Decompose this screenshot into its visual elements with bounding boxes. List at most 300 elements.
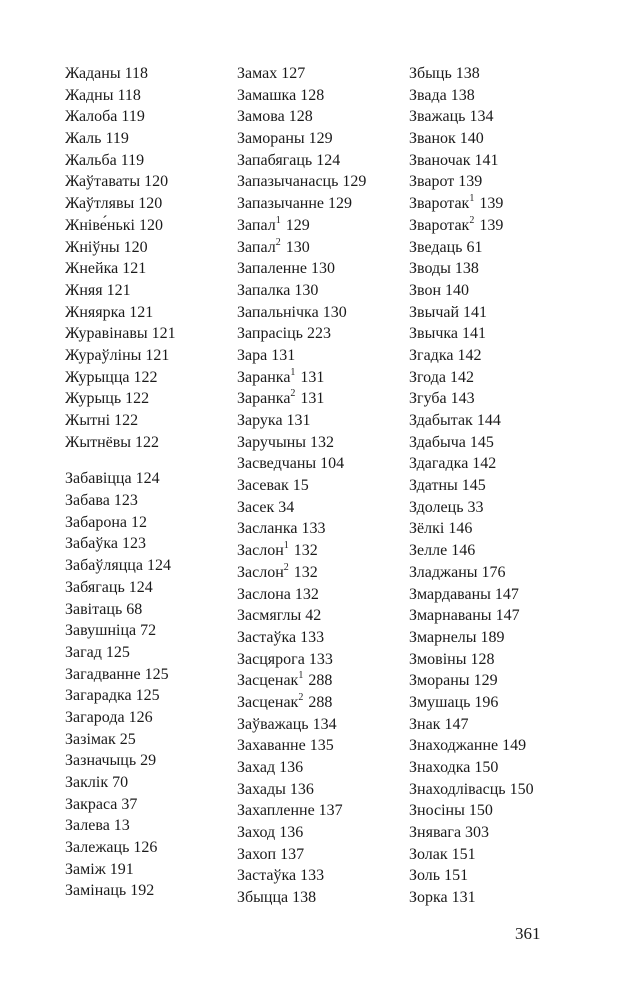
entry-word: Забаўка bbox=[65, 535, 118, 553]
entry-word: Жаўтаваты bbox=[65, 173, 141, 191]
entry-word: Звычай bbox=[409, 303, 460, 321]
index-entry bbox=[237, 649, 366, 671]
entry-page: 134 bbox=[312, 715, 337, 733]
entry-word: Зморaны bbox=[409, 672, 470, 690]
entry-page: 139 bbox=[479, 216, 504, 234]
entry-page: 142 bbox=[457, 346, 482, 364]
entry-page: 136 bbox=[279, 824, 304, 842]
entry-word: Жадны bbox=[65, 86, 114, 104]
entry-page: 121 bbox=[129, 303, 154, 321]
index-entry bbox=[409, 128, 534, 150]
entry-page: 137 bbox=[318, 802, 343, 820]
entry-page: 129 bbox=[308, 130, 333, 148]
index-entry bbox=[237, 518, 366, 540]
entry-word: Жураўліны bbox=[65, 346, 142, 364]
entry-word: Заранка bbox=[237, 368, 291, 386]
entry-word: Жаль bbox=[65, 130, 102, 148]
entry-word: Змовіны bbox=[409, 650, 467, 668]
entry-page: 223 bbox=[306, 325, 331, 343]
entry-word: Загарадка bbox=[65, 687, 132, 705]
entry-word: Захады bbox=[237, 780, 286, 798]
entry-word: Зёлкі bbox=[409, 520, 445, 538]
entry-page: 196 bbox=[474, 693, 499, 711]
entry-page: 118 bbox=[117, 86, 141, 104]
entry-page: 13 bbox=[113, 817, 130, 835]
index-entry bbox=[409, 822, 534, 844]
entry-page: 34 bbox=[278, 498, 295, 516]
entry-page: 192 bbox=[130, 882, 155, 900]
entry-word: Званочак bbox=[409, 151, 471, 169]
index-entry bbox=[237, 822, 366, 844]
entry-word: Зваротак bbox=[409, 195, 470, 213]
entry-page: 127 bbox=[281, 65, 306, 82]
entry-word: Заморaны bbox=[237, 130, 305, 148]
entry-page: 133 bbox=[300, 867, 325, 885]
index-entry bbox=[65, 512, 176, 534]
index-entry bbox=[409, 779, 534, 801]
entry-word: Знявага bbox=[409, 824, 462, 842]
index-entry bbox=[65, 729, 176, 751]
entry-page: 144 bbox=[476, 412, 501, 429]
homonym-index: 2 bbox=[283, 561, 289, 573]
entry-word: Звычка bbox=[409, 325, 458, 343]
index-entry bbox=[65, 345, 176, 367]
entry-word: Звада bbox=[409, 86, 447, 104]
index-entry bbox=[409, 887, 534, 909]
index-entry bbox=[409, 432, 534, 454]
entry-word: Зазначыць bbox=[65, 752, 137, 770]
index-entry bbox=[237, 432, 366, 454]
entry-word: Завітаць bbox=[65, 600, 123, 618]
entry-page: 124 bbox=[128, 578, 153, 596]
index-entry bbox=[237, 757, 366, 779]
entry-page: 134 bbox=[469, 108, 494, 126]
index-entry bbox=[409, 800, 534, 822]
entry-page: 147 bbox=[494, 585, 519, 603]
entry-page: 120 bbox=[144, 173, 169, 191]
index-entry bbox=[409, 367, 534, 389]
entry-page: 125 bbox=[144, 665, 169, 683]
entry-page: 150 bbox=[509, 780, 534, 798]
entry-word: Змарнелы bbox=[409, 628, 477, 646]
entry-word: Захаванне bbox=[237, 737, 306, 755]
entry-word: Знаходжанне bbox=[409, 737, 499, 755]
index-entry bbox=[409, 171, 534, 193]
entry-word: Засценак bbox=[237, 672, 299, 690]
entry-page: 125 bbox=[105, 643, 130, 661]
entry-word: Загадванне bbox=[65, 665, 141, 683]
entry-page: 142 bbox=[449, 368, 474, 386]
section-gap bbox=[65, 453, 176, 468]
entry-page: 288 bbox=[308, 693, 333, 711]
index-entry bbox=[409, 410, 534, 432]
entry-page: 151 bbox=[451, 845, 476, 863]
index-entry bbox=[65, 599, 176, 621]
index-entry bbox=[409, 323, 534, 345]
entry-word: Засведчаны bbox=[237, 455, 317, 473]
entry-page: 122 bbox=[135, 433, 160, 451]
index-entry bbox=[65, 685, 176, 707]
index-entry bbox=[237, 150, 366, 172]
entry-page: 126 bbox=[128, 708, 153, 726]
index-entry bbox=[65, 85, 176, 107]
homonym-index: 2 bbox=[298, 691, 304, 703]
entry-page: 146 bbox=[448, 520, 473, 538]
entry-page: 142 bbox=[472, 455, 497, 473]
entry-word: Жалоба bbox=[65, 108, 118, 126]
index-entry bbox=[65, 258, 176, 280]
index-entry bbox=[409, 193, 534, 215]
entry-word: Замашка bbox=[237, 86, 297, 104]
index-entry bbox=[65, 815, 176, 837]
entry-page: 128 bbox=[288, 108, 313, 126]
entry-word: Засек bbox=[237, 498, 275, 516]
index-entry bbox=[237, 865, 366, 887]
entry-word: Залежаць bbox=[65, 839, 130, 857]
entry-page: 141 bbox=[474, 151, 499, 169]
index-entry bbox=[65, 620, 176, 642]
index-entry bbox=[237, 735, 366, 757]
index-entry bbox=[237, 584, 366, 606]
index-entry bbox=[65, 664, 176, 686]
index-entry bbox=[237, 475, 366, 497]
entry-page: 124 bbox=[135, 470, 160, 488]
entry-page: 123 bbox=[113, 492, 138, 510]
index-entry bbox=[409, 649, 534, 671]
entry-word: Згадка bbox=[409, 346, 454, 364]
entry-page: 121 bbox=[106, 281, 131, 299]
index-entry bbox=[65, 367, 176, 389]
entry-page: 132 bbox=[294, 585, 319, 603]
entry-page: 150 bbox=[474, 759, 499, 776]
index-entry bbox=[65, 128, 176, 150]
index-entry bbox=[409, 63, 534, 85]
entry-word: Заслон bbox=[237, 542, 284, 560]
entry-word: Знаходлівасць bbox=[409, 780, 506, 798]
entry-page: 136 bbox=[289, 780, 314, 798]
homonym-index: 1 bbox=[290, 366, 296, 378]
entry-word: Застаўка bbox=[237, 628, 297, 646]
entry-word: Жніве́нькі bbox=[65, 216, 135, 234]
entry-word: Здабыча bbox=[409, 433, 466, 451]
entry-page: 15 bbox=[292, 477, 309, 495]
entry-page: 119 bbox=[121, 108, 145, 126]
index-entry bbox=[237, 887, 366, 909]
entry-word: Журыць bbox=[65, 390, 122, 408]
index-entry bbox=[65, 302, 176, 324]
entry-word: Заход bbox=[237, 824, 276, 842]
entry-word: Жытні bbox=[65, 412, 111, 429]
entry-page: 125 bbox=[135, 687, 160, 705]
entry-page: 120 bbox=[138, 216, 163, 234]
entry-page: 128 bbox=[470, 650, 495, 668]
index-entry bbox=[65, 432, 176, 454]
index-entry bbox=[409, 584, 534, 606]
entry-page: 131 bbox=[300, 390, 325, 408]
index-entry bbox=[409, 302, 534, 324]
index-entry bbox=[65, 555, 176, 577]
index-entry bbox=[237, 215, 366, 237]
index-entry bbox=[409, 540, 534, 562]
entry-word: Зазімак bbox=[65, 730, 116, 748]
homonym-index: 1 bbox=[298, 670, 304, 682]
index-entry bbox=[237, 237, 366, 259]
entry-page: 124 bbox=[146, 557, 171, 575]
index-entry bbox=[409, 453, 534, 475]
entry-word: Засценак bbox=[237, 693, 299, 711]
entry-page: 141 bbox=[462, 325, 486, 343]
entry-page: 123 bbox=[122, 535, 146, 553]
index-entry bbox=[237, 258, 366, 280]
index-entry bbox=[237, 800, 366, 822]
entry-page: 151 bbox=[444, 867, 469, 885]
entry-word: Зносіны bbox=[409, 802, 465, 820]
entry-word: Знак bbox=[409, 715, 441, 733]
entry-word: Запаленне bbox=[237, 260, 308, 278]
entry-page: 138 bbox=[450, 86, 475, 104]
entry-page: 131 bbox=[451, 889, 476, 907]
index-entry bbox=[409, 106, 534, 128]
index-entry bbox=[409, 627, 534, 649]
entry-word: Захапленне bbox=[237, 802, 315, 820]
entry-word: Зелле bbox=[409, 542, 448, 560]
entry-page: 133 bbox=[300, 628, 325, 646]
entry-page: 70 bbox=[112, 774, 129, 791]
entry-page: 191 bbox=[109, 860, 134, 878]
entry-word: Збыцца bbox=[237, 889, 289, 907]
entry-page: 288 bbox=[308, 672, 333, 690]
index-entry bbox=[409, 497, 534, 519]
index-entry bbox=[409, 237, 534, 259]
index-entry bbox=[65, 150, 176, 172]
entry-word: Жаўтлявы bbox=[65, 195, 135, 213]
index-entry bbox=[409, 844, 534, 866]
entry-page: 122 bbox=[125, 390, 150, 408]
entry-word: Замах bbox=[237, 65, 278, 82]
index-entry bbox=[65, 577, 176, 599]
entry-page: 129 bbox=[285, 216, 310, 234]
entry-word: Зводы bbox=[409, 260, 451, 278]
entry-word: Захад bbox=[237, 759, 276, 776]
entry-word: Жальба bbox=[65, 151, 117, 169]
entry-word: Змушаць bbox=[409, 693, 471, 711]
index-entry bbox=[237, 497, 366, 519]
entry-word: Жнейка bbox=[65, 260, 119, 278]
index-entry bbox=[65, 323, 176, 345]
entry-word: Знаходка bbox=[409, 759, 471, 776]
entry-word: Загад bbox=[65, 643, 102, 661]
entry-page: 121 bbox=[151, 325, 176, 343]
entry-page: 122 bbox=[114, 412, 139, 429]
entry-word: Здабытак bbox=[409, 412, 473, 429]
entry-page: 131 bbox=[300, 368, 325, 386]
entry-page: 130 bbox=[294, 281, 319, 299]
entry-word: Завушніца bbox=[65, 622, 137, 640]
entry-word: Забаўляцца bbox=[65, 557, 143, 575]
entry-word: Запазычанасць bbox=[237, 173, 339, 191]
entry-word: Згуба bbox=[409, 390, 447, 408]
entry-word: Запалка bbox=[237, 281, 291, 299]
entry-word: Жытнёвы bbox=[65, 433, 132, 451]
entry-page: 121 bbox=[145, 346, 170, 364]
entry-word: Запабягаць bbox=[237, 151, 313, 169]
entry-page: 12 bbox=[131, 513, 148, 531]
entry-word: Зорка bbox=[409, 889, 448, 907]
entry-page: 128 bbox=[300, 86, 325, 104]
entry-page: 120 bbox=[138, 195, 163, 213]
entry-word: Залева bbox=[65, 817, 110, 835]
index-entry bbox=[65, 388, 176, 410]
entry-page: 72 bbox=[140, 622, 157, 640]
index-entry bbox=[65, 794, 176, 816]
index-entry bbox=[409, 735, 534, 757]
index-column-3 bbox=[409, 63, 534, 909]
entry-page: 61 bbox=[466, 238, 483, 256]
index-entry bbox=[65, 280, 176, 302]
index-entry bbox=[237, 410, 366, 432]
entry-page: 147 bbox=[444, 715, 469, 733]
index-entry bbox=[409, 670, 534, 692]
index-entry bbox=[237, 367, 366, 389]
entry-word: Заміж bbox=[65, 860, 106, 878]
entry-word: Здагадка bbox=[409, 455, 469, 473]
entry-page: 138 bbox=[455, 65, 480, 82]
index-entry bbox=[409, 215, 534, 237]
entry-word: Забягаць bbox=[65, 578, 125, 596]
index-entry bbox=[409, 388, 534, 410]
entry-page: 33 bbox=[467, 498, 484, 516]
index-entry bbox=[65, 642, 176, 664]
entry-word: Жніўны bbox=[65, 238, 120, 256]
index-entry bbox=[237, 779, 366, 801]
entry-page: 176 bbox=[481, 563, 506, 581]
index-entry bbox=[65, 106, 176, 128]
entry-word: Забарона bbox=[65, 513, 128, 531]
entry-page: 149 bbox=[502, 737, 527, 755]
index-entry bbox=[237, 171, 366, 193]
index-entry bbox=[409, 865, 534, 887]
entry-page: 130 bbox=[311, 260, 336, 278]
entry-page: 141 bbox=[463, 303, 488, 321]
entry-word: Зарука bbox=[237, 412, 283, 429]
homonym-index: 1 bbox=[283, 540, 289, 552]
index-entry bbox=[409, 714, 534, 736]
entry-page: 135 bbox=[309, 737, 334, 755]
entry-word: Зварот bbox=[409, 173, 455, 191]
index-entry bbox=[65, 880, 176, 902]
homonym-index: 2 bbox=[290, 388, 296, 400]
entry-word: Журыцца bbox=[65, 368, 130, 386]
index-entry bbox=[409, 518, 534, 540]
entry-word: Загарода bbox=[65, 708, 125, 726]
entry-page: 131 bbox=[286, 412, 311, 429]
entry-word: Захоп bbox=[237, 845, 277, 863]
index-entry bbox=[409, 85, 534, 107]
entry-page: 140 bbox=[445, 281, 470, 299]
index-entry bbox=[237, 627, 366, 649]
entry-word: Зладжаны bbox=[409, 563, 478, 581]
entry-word: Запазычанне bbox=[237, 195, 325, 213]
index-entry bbox=[237, 85, 366, 107]
index-column-1 bbox=[65, 63, 176, 902]
entry-word: Згода bbox=[409, 368, 446, 386]
entry-page: 133 bbox=[301, 520, 326, 538]
entry-page: 133 bbox=[308, 650, 333, 668]
homonym-index: 1 bbox=[469, 193, 475, 205]
entry-page: 68 bbox=[126, 600, 143, 618]
entry-word: Забавіцца bbox=[65, 470, 132, 488]
index-entry bbox=[237, 63, 366, 85]
index-entry bbox=[65, 772, 176, 794]
entry-page: 132 bbox=[293, 542, 318, 560]
entry-page: 303 bbox=[465, 824, 490, 842]
entry-page: 136 bbox=[279, 759, 304, 776]
entry-page: 37 bbox=[121, 795, 138, 813]
entry-page: 145 bbox=[461, 477, 486, 495]
entry-page: 137 bbox=[280, 845, 305, 863]
index-entry bbox=[237, 345, 366, 367]
entry-page: 139 bbox=[479, 195, 504, 213]
index-entry bbox=[237, 605, 366, 627]
index-entry bbox=[65, 533, 176, 555]
entry-page: 138 bbox=[454, 260, 479, 278]
entry-word: Зведаць bbox=[409, 238, 463, 256]
index-column-2 bbox=[237, 63, 366, 909]
index-entry bbox=[237, 670, 366, 692]
entry-page: 25 bbox=[119, 730, 136, 748]
entry-word: Звон bbox=[409, 281, 442, 299]
index-entry bbox=[237, 388, 366, 410]
index-entry bbox=[65, 490, 176, 512]
entry-page: 189 bbox=[480, 628, 505, 646]
entry-page: 119 bbox=[120, 151, 145, 169]
entry-page: 140 bbox=[459, 130, 484, 148]
index-entry bbox=[409, 280, 534, 302]
entry-word: Змардаваны bbox=[409, 585, 491, 603]
entry-word: Засевак bbox=[237, 477, 289, 495]
entry-page: 130 bbox=[285, 238, 310, 256]
entry-word: Жаданы bbox=[65, 65, 121, 82]
entry-page: 146 bbox=[451, 542, 476, 560]
entry-page: 122 bbox=[133, 368, 158, 386]
entry-word: Засцярога bbox=[237, 650, 305, 668]
entry-word: Жняярка bbox=[65, 303, 126, 321]
entry-word: Золь bbox=[409, 867, 441, 885]
entry-page: 42 bbox=[305, 607, 322, 625]
index-entry bbox=[65, 171, 176, 193]
entry-word: Заранка bbox=[237, 390, 291, 408]
entry-page: 131 bbox=[271, 346, 296, 364]
index-entry bbox=[237, 844, 366, 866]
index-entry bbox=[65, 750, 176, 772]
index-entry bbox=[237, 302, 366, 324]
index-entry bbox=[65, 859, 176, 881]
entry-page: 145 bbox=[469, 433, 494, 451]
index-entry bbox=[237, 562, 366, 584]
entry-word: Запал bbox=[237, 238, 276, 256]
index-entry bbox=[237, 323, 366, 345]
entry-page: 138 bbox=[292, 889, 317, 907]
index-entry bbox=[65, 63, 176, 85]
entry-page: 129 bbox=[328, 195, 353, 213]
entry-word: Застаўка bbox=[237, 867, 297, 885]
entry-page: 29 bbox=[140, 752, 157, 770]
index-entry bbox=[409, 345, 534, 367]
index-entry bbox=[65, 237, 176, 259]
entry-word: Запальнічка bbox=[237, 303, 319, 321]
entry-word: Замінаць bbox=[65, 882, 127, 900]
entry-page: 147 bbox=[495, 607, 520, 625]
